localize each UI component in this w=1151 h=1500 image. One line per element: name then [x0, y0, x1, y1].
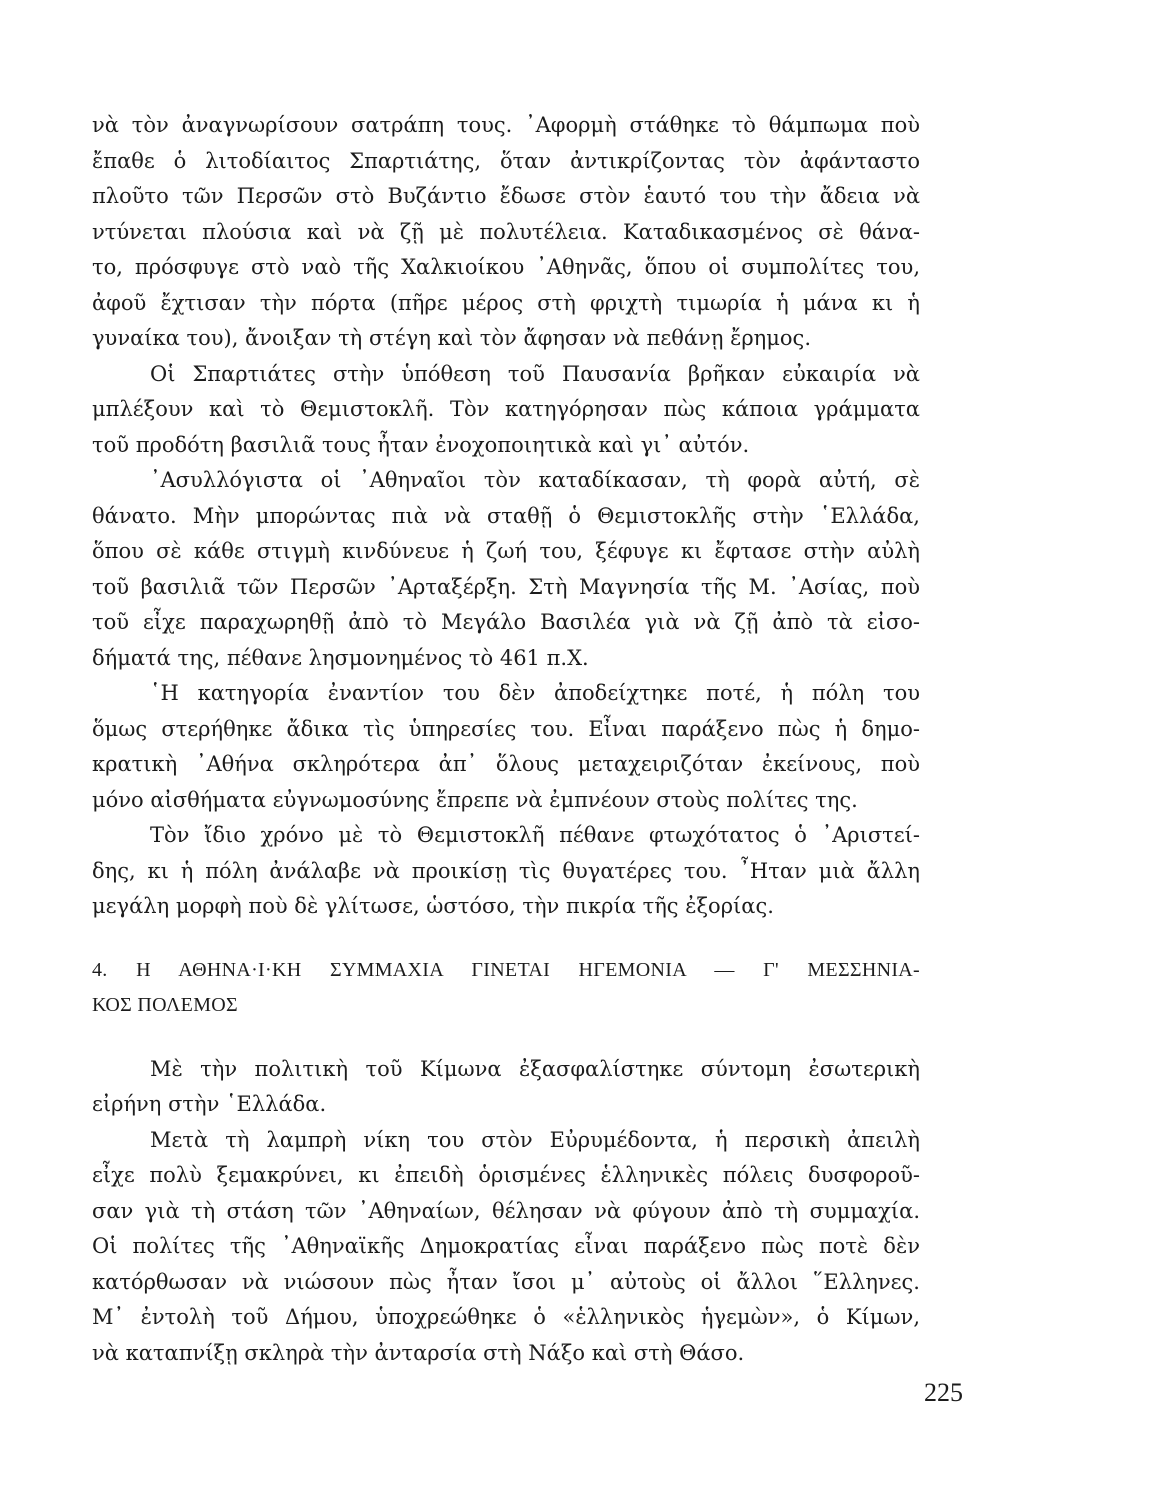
text-line: Μ᾿ ἐντολὴ τοῦ Δήμου, ὑποχρεώθηκε ὁ «ἑλληνικὸς ἡγεμὼν», ὁ Κίμων, [92, 1305, 920, 1329]
text-line: εἶχε πολὺ ξεμακρύνει, κι ἐπειδὴ ὁρισμένες ἑλληνικὲς πόλεις δυσφοροῦ- [92, 1163, 920, 1187]
paragraph-4 [92, 676, 920, 818]
text-line: μπλέξουν καὶ τὸ Θεμιστοκλῆ. Τὸν κατηγόρησαν πὼς κάποια γράμματα [92, 397, 920, 421]
text-line: ἀφοῦ ἔχτισαν τὴν πόρτα (πῆρε μέρος στὴ φριχτὴ τιμωρία ἡ μάνα κι ἡ [92, 290, 920, 315]
text-line: νὰ τὸν ἀναγνωρίσουν σατράπη τους. ᾿Αφορμὴ στάθηκε τὸ θάμπωμα ποὺ [92, 113, 920, 137]
paragraph-1 [92, 108, 920, 357]
text-line: Οἱ Σπαρτιάτες στὴν ὑπόθεση τοῦ Παυσανία βρῆκαν εὐκαιρία νὰ [150, 361, 920, 386]
text-line: θάνατο. Μὴν μπορώντας πιὰ νὰ σταθῇ ὁ Θεμιστοκλῆς στὴν ῾Ελλάδα, [92, 503, 920, 528]
text-line: ἔπαθε ὁ λιτοδίαιτος Σπαρτιάτης, ὅταν ἀντικρίζοντας τὸν ἀφάνταστο [92, 148, 920, 173]
section-gap [92, 1024, 920, 1052]
text-line: τοῦ προδότη βασιλιᾶ τους ἦταν ἐνοχοποιητικὰ καὶ γι᾿ αὐτόν. [92, 432, 750, 457]
paragraph-7 [92, 1123, 920, 1372]
text-line: ντύνεται πλούσια καὶ νὰ ζῇ μὲ πολυτέλεια. Καταδικασμένος σὲ θάνα- [92, 219, 920, 244]
text-line: τοῦ εἶχε παραχωρηθῇ ἀπὸ τὸ Μεγάλο Βασιλέα γιὰ νὰ ζῇ ἀπὸ τὰ εἰσο- [92, 610, 920, 634]
page-number: 225 [924, 1378, 963, 1407]
section-gap [92, 925, 920, 953]
text-line: ὅμως στερήθηκε ἄδικα τὶς ὑπηρεσίες του. Εἶναι παράξενο πὼς ἡ δημο- [92, 716, 920, 741]
text-line: Μετὰ τὴ λαμπρὴ νίκη του στὸν Εὐρυμέδοντα, ἡ περσικὴ ἀπειλὴ [150, 1127, 920, 1152]
text-line: γυναίκα του), ἄνοιξαν τὴ στέγη καὶ τὸν ἄφησαν νὰ πεθάνῃ ἔρημος. [92, 326, 811, 350]
text-line: τοῦ βασιλιᾶ τῶν Περσῶν ᾿Αρταξέρξη. Στὴ Μαγνησία τῆς Μ. ᾿Ασίας, ποὺ [92, 574, 920, 599]
text-line: κατόρθωσαν νὰ νιώσουν πὼς ἦταν ἴσοι μ᾿ αὐτοὺς οἱ ἄλλοι ῞Ελληνες. [92, 1269, 920, 1294]
text-line: ῾Η κατηγορία ἐναντίον του δὲν ἀποδείχτηκε ποτέ, ἡ πόλη του [150, 681, 920, 705]
paragraph-2 [92, 357, 920, 464]
text-line: μόνο αἰσθήματα εὐγνωμοσύνης ἔπρεπε νὰ ἐμπνέουν στοὺς πολίτες της. [92, 787, 858, 812]
text-line: σαν γιὰ τὴ στάση τῶν ᾿Αθηναίων, θέλησαν νὰ φύγουν ἀπὸ τὴ συμμαχία. [92, 1198, 920, 1223]
text-line: νὰ καταπνίξῃ σκληρὰ τὴν ἀνταρσία στὴ Νάξο καὶ στὴ Θάσο. [92, 1340, 745, 1365]
paragraph-6 [92, 1052, 920, 1123]
text-line: το, πρόσφυγε στὸ ναὸ τῆς Χαλκιοίκου ᾿Αθηνᾶς, ὅπου οἱ συμπολίτες του, [92, 255, 920, 279]
page-body [92, 108, 920, 1371]
text-line: Οἱ πολίτες τῆς ᾿Αθηναϊκῆς Δημοκρατίας εἶναι παράξενο πὼς ποτὲ δὲν [92, 1234, 920, 1258]
text-line: μεγάλη μορφὴ ποὺ δὲ γλίτωσε, ὡστόσο, τὴν πικρία τῆς ἐξορίας. [92, 894, 774, 918]
text-line: Τὸν ἴδιο χρόνο μὲ τὸ Θεμιστοκλῆ πέθανε φτωχότατος ὁ ᾿Αριστεί- [150, 823, 920, 847]
text-line: δήματά της, πέθανε λησμονημένος τὸ 461 π.Χ. [92, 645, 589, 670]
section-heading [92, 953, 920, 1024]
text-line: εἰρήνη στὴν ῾Ελλάδα. [92, 1092, 327, 1116]
text-line: δης, κι ἡ πόλη ἀνάλαβε νὰ προικίσῃ τὶς θυγατέρες του. ῏Ηταν μιὰ ἄλλη [92, 858, 920, 883]
text-line: πλοῦτο τῶν Περσῶν στὸ Βυζάντιο ἔδωσε στὸν ἑαυτό του τὴν ἄδεια νὰ [92, 184, 920, 208]
heading-line: ΚΟΣ ΠΟΛΕΜΟΣ [92, 994, 238, 1016]
paragraph-5 [92, 818, 920, 925]
text-line: Μὲ τὴν πολιτικὴ τοῦ Κίμωνα ἐξασφαλίστηκε σύντομη ἐσωτερικὴ [150, 1056, 920, 1081]
text-line: ᾿Ασυλλόγιστα οἱ ᾿Αθηναῖοι τὸν καταδίκασαν, τὴ φορὰ αὐτή, σὲ [150, 468, 920, 492]
text-line: ὅπου σὲ κάθε στιγμὴ κινδύνευε ἡ ζωή του, ξέφυγε κι ἔφτασε στὴν αὐλὴ [92, 539, 920, 563]
paragraph-3 [92, 463, 920, 676]
text-line: κρατικὴ ᾿Αθήνα σκληρότερα ἀπ᾿ ὅλους μεταχειριζόταν ἐκείνους, ποὺ [92, 752, 920, 776]
heading-line: 4. Η ΑΘΗΝΑ·Ι·ΚΗ ΣΥΜΜΑΧΙΑ ΓΙΝΕΤΑΙ ΗΓΕΜΟΝΙΑ — Γ' ΜΕΣΣΗΝΙΑ- [92, 958, 920, 981]
